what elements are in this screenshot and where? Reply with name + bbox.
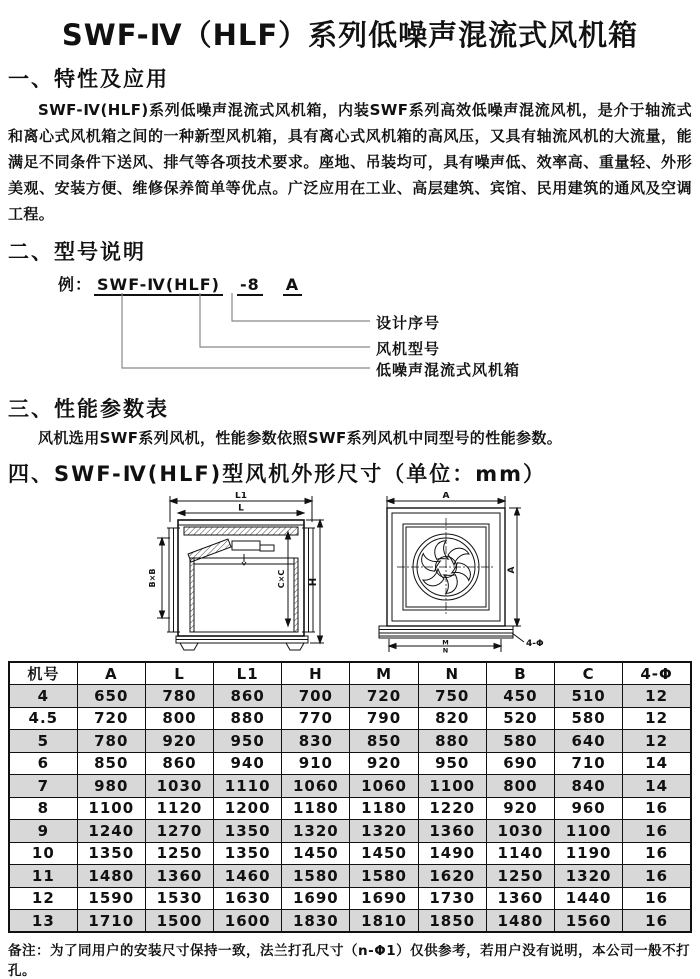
table-cell: 820 — [418, 707, 486, 730]
table-cell: 1220 — [418, 797, 486, 820]
section-heading-features: 一、特性及应用 — [8, 67, 169, 91]
table-cell: 720 — [77, 707, 145, 730]
table-cell: 450 — [486, 685, 554, 708]
table-cell: 9 — [9, 820, 77, 843]
table-cell: 1320 — [282, 820, 350, 843]
table-cell: 710 — [555, 752, 623, 775]
model-example-prefix: 例： — [58, 275, 93, 294]
table-cell: 16 — [623, 842, 691, 865]
footnote: 备注：为了同用户的安装尺寸保持一致，法兰打孔尺寸（n-Φ1）仅供参考，若用户没有说明，本公司一般不打孔。 — [8, 943, 691, 979]
table-cell: 700 — [282, 685, 350, 708]
table-cell: 690 — [486, 752, 554, 775]
table-cell: 1060 — [282, 775, 350, 798]
table-cell: 12 — [623, 730, 691, 753]
table-cell: 10 — [9, 842, 77, 865]
table-cell: 1270 — [145, 820, 213, 843]
table-cell: 1580 — [350, 865, 418, 888]
table-cell: 1460 — [214, 865, 282, 888]
table-cell: 8 — [9, 797, 77, 820]
table-row — [9, 730, 691, 753]
table-cell: 1450 — [282, 842, 350, 865]
table-cell: 750 — [418, 685, 486, 708]
table-cell: 1100 — [418, 775, 486, 798]
table-row — [9, 820, 691, 843]
dim-label-cxc: C×C — [277, 569, 286, 589]
table-cell: 1140 — [486, 842, 554, 865]
table-cell: 1060 — [350, 775, 418, 798]
table-cell: 1360 — [145, 865, 213, 888]
table-cell: 16 — [623, 887, 691, 910]
dimensions-table — [8, 661, 692, 933]
table-cell: 770 — [282, 707, 350, 730]
table-cell: 1250 — [486, 865, 554, 888]
model-callout-lines — [58, 293, 388, 381]
table-cell: 800 — [145, 707, 213, 730]
table-cell: 11 — [9, 865, 77, 888]
table-cell: 1480 — [77, 865, 145, 888]
table-cell: 920 — [350, 752, 418, 775]
table-cell: 16 — [623, 910, 691, 933]
table-cell: 16 — [623, 820, 691, 843]
table-cell: 1730 — [418, 887, 486, 910]
table-cell: 7 — [9, 775, 77, 798]
table-cell: 1440 — [555, 887, 623, 910]
table-row — [9, 752, 691, 775]
table-cell: 12 — [623, 707, 691, 730]
table-cell: 1530 — [145, 887, 213, 910]
dim-label-bxb: B×B — [148, 568, 157, 588]
table-cell: 13 — [9, 910, 77, 933]
table-cell: 840 — [555, 775, 623, 798]
table-cell: 1250 — [145, 842, 213, 865]
table-cell: 780 — [145, 685, 213, 708]
section-heading-performance: 三、性能参数表 — [8, 397, 169, 421]
table-cell: 1180 — [282, 797, 350, 820]
table-cell: 880 — [418, 730, 486, 753]
table-cell: 5 — [9, 730, 77, 753]
table-cell: 1240 — [77, 820, 145, 843]
table-cell: 860 — [214, 685, 282, 708]
table-cell: 1320 — [350, 820, 418, 843]
table-cell: 1100 — [77, 797, 145, 820]
dim-label-a-top: A — [442, 492, 450, 501]
table-cell: 1120 — [145, 797, 213, 820]
dim-label-h: H — [308, 577, 319, 587]
table-cell: 12 — [623, 685, 691, 708]
table-cell: 1360 — [486, 887, 554, 910]
table-cell: 1500 — [145, 910, 213, 933]
dimensions-table-body — [9, 685, 691, 933]
table-cell: 1480 — [486, 910, 554, 933]
table-cell: 16 — [623, 865, 691, 888]
dim-label-n: N — [442, 646, 449, 654]
front-view-drawing — [365, 492, 555, 654]
table-cell: 1200 — [214, 797, 282, 820]
dim-label-l: L — [238, 503, 244, 514]
table-cell: 1350 — [214, 842, 282, 865]
dim-label-l1: L1 — [235, 492, 247, 501]
table-cell: 910 — [282, 752, 350, 775]
table-cell: 1810 — [350, 910, 418, 933]
column-header: N — [418, 662, 486, 685]
section-heading-model: 二、型号说明 — [8, 240, 146, 264]
model-segment-design: A — [283, 275, 302, 296]
table-cell: 650 — [77, 685, 145, 708]
table-cell: 860 — [145, 752, 213, 775]
table-cell: 880 — [214, 707, 282, 730]
table-cell: 850 — [77, 752, 145, 775]
table-cell: 1590 — [77, 887, 145, 910]
table-cell: 1850 — [418, 910, 486, 933]
table-row — [9, 842, 691, 865]
section-heading-dimensions: 四、SWF-Ⅳ(HLF)型风机外形尺寸（单位：mm） — [8, 462, 547, 486]
table-cell: 1630 — [214, 887, 282, 910]
table-cell: 920 — [486, 797, 554, 820]
table-cell: 1320 — [555, 865, 623, 888]
column-header: L — [145, 662, 213, 685]
side-view-drawing — [140, 492, 330, 654]
table-cell: 1620 — [418, 865, 486, 888]
column-header: 机号 — [9, 662, 77, 685]
table-cell: 14 — [623, 775, 691, 798]
callout-design-serial: 设计序号 — [376, 314, 441, 332]
table-cell: 790 — [350, 707, 418, 730]
table-header-row — [9, 662, 691, 685]
table-row — [9, 887, 691, 910]
table-cell: 940 — [214, 752, 282, 775]
table-cell: 1580 — [282, 865, 350, 888]
column-header: A — [77, 662, 145, 685]
table-row — [9, 797, 691, 820]
table-cell: 580 — [486, 730, 554, 753]
table-cell: 16 — [623, 797, 691, 820]
table-cell: 4.5 — [9, 707, 77, 730]
table-cell: 830 — [282, 730, 350, 753]
table-cell: 1110 — [214, 775, 282, 798]
table-cell: 4 — [9, 685, 77, 708]
table-cell: 850 — [350, 730, 418, 753]
table-row — [9, 685, 691, 708]
table-cell: 1710 — [77, 910, 145, 933]
model-segment-series: SWF-Ⅳ(HLF) — [94, 275, 223, 296]
column-header: C — [555, 662, 623, 685]
table-cell: 980 — [77, 775, 145, 798]
table-cell: 640 — [555, 730, 623, 753]
table-cell: 1360 — [418, 820, 486, 843]
dimension-drawings — [0, 492, 700, 655]
table-cell: 1180 — [350, 797, 418, 820]
table-cell: 1690 — [282, 887, 350, 910]
table-row — [9, 775, 691, 798]
page-title: SWF-Ⅳ（HLF）系列低噪声混流式风机箱 — [61, 18, 639, 52]
table-cell: 520 — [486, 707, 554, 730]
column-header: M — [350, 662, 418, 685]
model-segment-size: -8 — [237, 275, 263, 296]
dim-label-bolt-holes: 4-Φ — [526, 639, 544, 649]
table-cell: 12 — [9, 887, 77, 910]
column-header: H — [282, 662, 350, 685]
dim-label-m: M — [442, 638, 449, 647]
features-paragraph: SWF-Ⅳ(HLF)系列低噪声混流式风机箱，内装SWF系列高效低噪声混流风机，是介于轴流式和离心式风机箱之间的一种新型风机箱，具有离心式风机箱的高风压，又具有轴流风机的大流量，能满足不同条件下送风、排气等各项技术要求。座地、吊装均可，具有噪声低、效率高、重量轻、外形美观、安装方便、维修保养简单等优点。广泛应用在工业、高层建筑、宾馆、民用建筑的通风及空调工程。 — [8, 101, 692, 223]
performance-paragraph: 风机选用SWF系列风机，性能参数依照SWF系列风机中同型号的性能参数。 — [38, 429, 563, 447]
callout-fan-model: 风机型号 — [376, 340, 441, 358]
table-cell: 950 — [418, 752, 486, 775]
table-cell: 960 — [555, 797, 623, 820]
table-cell: 1350 — [77, 842, 145, 865]
table-cell: 1450 — [350, 842, 418, 865]
callout-fanbox-name: 低噪声混流式风机箱 — [376, 361, 521, 379]
table-cell: 510 — [555, 685, 623, 708]
dim-label-a-side: A — [507, 566, 517, 574]
table-cell: 1600 — [214, 910, 282, 933]
table-cell: 1830 — [282, 910, 350, 933]
table-cell: 1690 — [350, 887, 418, 910]
table-cell: 720 — [350, 685, 418, 708]
model-designation-diagram — [58, 272, 700, 384]
table-cell: 1350 — [214, 820, 282, 843]
table-cell: 1560 — [555, 910, 623, 933]
table-cell: 920 — [145, 730, 213, 753]
table-row — [9, 707, 691, 730]
table-cell: 580 — [555, 707, 623, 730]
table-cell: 6 — [9, 752, 77, 775]
table-row — [9, 865, 691, 888]
model-example — [58, 272, 700, 295]
column-header: L1 — [214, 662, 282, 685]
table-cell: 1030 — [486, 820, 554, 843]
table-cell: 14 — [623, 752, 691, 775]
table-cell: 800 — [486, 775, 554, 798]
table-cell: 1490 — [418, 842, 486, 865]
column-header: B — [486, 662, 554, 685]
table-cell: 950 — [214, 730, 282, 753]
table-cell: 1030 — [145, 775, 213, 798]
table-cell: 1100 — [555, 820, 623, 843]
column-header: 4-Φ — [623, 662, 691, 685]
table-cell: 780 — [77, 730, 145, 753]
table-cell: 1190 — [555, 842, 623, 865]
